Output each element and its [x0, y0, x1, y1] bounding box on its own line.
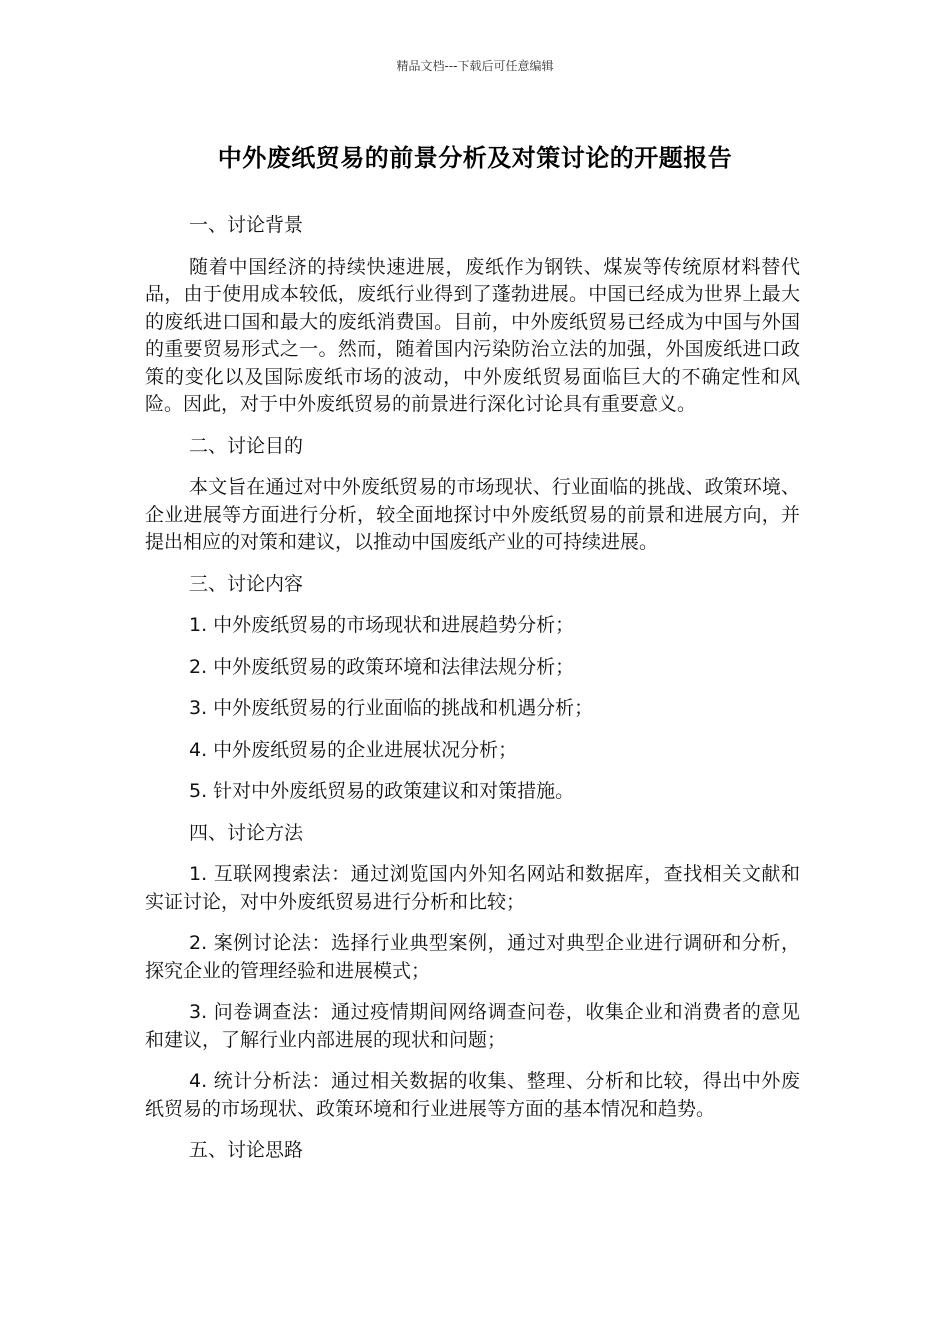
content-item: 1. 中外废纸贸易的市场现状和进展趋势分析； [189, 614, 575, 636]
document-body [145, 212, 800, 1179]
background-paragraph: 随着中国经济的持续快速进展，废纸作为钢铁、煤炭等传统原材料替代品，由于使用成本较低，废纸行业得到了蓬勃进展。中国已经成为世界上最大的废纸进口国和最大的废纸消费国。目前，中外废纸贸易已经成为中国与外国的重要贸易形式之一。然而，随着国内污染防治立法的加强，外国废纸进口政策的变化以及国际废纸市场的波动，中外废纸贸易面临巨大的不确定性和风险。因此，对于中外废纸贸易的前景进行深化讨论具有重要意义。 [145, 255, 800, 415]
section-heading-purpose: 二、讨论目的 [189, 434, 304, 457]
content-item: 2. 中外废纸贸易的政策环境和法律法规分析； [189, 655, 575, 678]
document-title: 中外废纸贸易的前景分析及对策讨论的开题报告 [217, 144, 733, 172]
content-item: 4. 中外废纸贸易的企业进展状况分析； [189, 738, 518, 761]
purpose-paragraph: 本文旨在通过对中外废纸贸易的市场现状、行业面临的挑战、政策环境、企业进展等方面进行分析，较全面地探讨中外废纸贸易的前景和进展方向，并提出相应的对策和建议，以推动中国废纸产业的可持续进展。 [145, 476, 800, 553]
section-heading-approach: 五、讨论思路 [189, 1139, 304, 1161]
section-heading-content: 三、讨论内容 [189, 572, 304, 595]
content-item: 3. 中外废纸贸易的行业面临的挑战和机遇分析； [189, 697, 594, 719]
method-item: 1. 互联网搜索法：通过浏览国内外知名网站和数据库，查找相关文献和实证讨论，对中外废纸贸易进行分析和比较； [145, 863, 800, 913]
content-item: 5. 针对中外废纸贸易的政策建议和对策措施。 [189, 780, 575, 802]
page-header: 精品文档---下载后可任意编辑 [396, 59, 554, 73]
section-heading-background: 一、讨论背景 [189, 214, 304, 236]
method-item: 3. 问卷调查法：通过疫情期间网络调查问卷，收集企业和消费者的意见和建议，了解行业内部进展的现状和问题； [145, 1001, 800, 1051]
section-heading-method: 四、讨论方法 [189, 821, 304, 844]
method-item: 4. 统计分析法：通过相关数据的收集、整理、分析和比较，得出中外废纸贸易的市场现状、政策环境和行业进展等方面的基本情况和趋势。 [145, 1070, 800, 1120]
method-item: 2. 案例讨论法：选择行业典型案例，通过对典型企业进行调研和分析，探究企业的管理经验和进展模式； [145, 932, 800, 982]
